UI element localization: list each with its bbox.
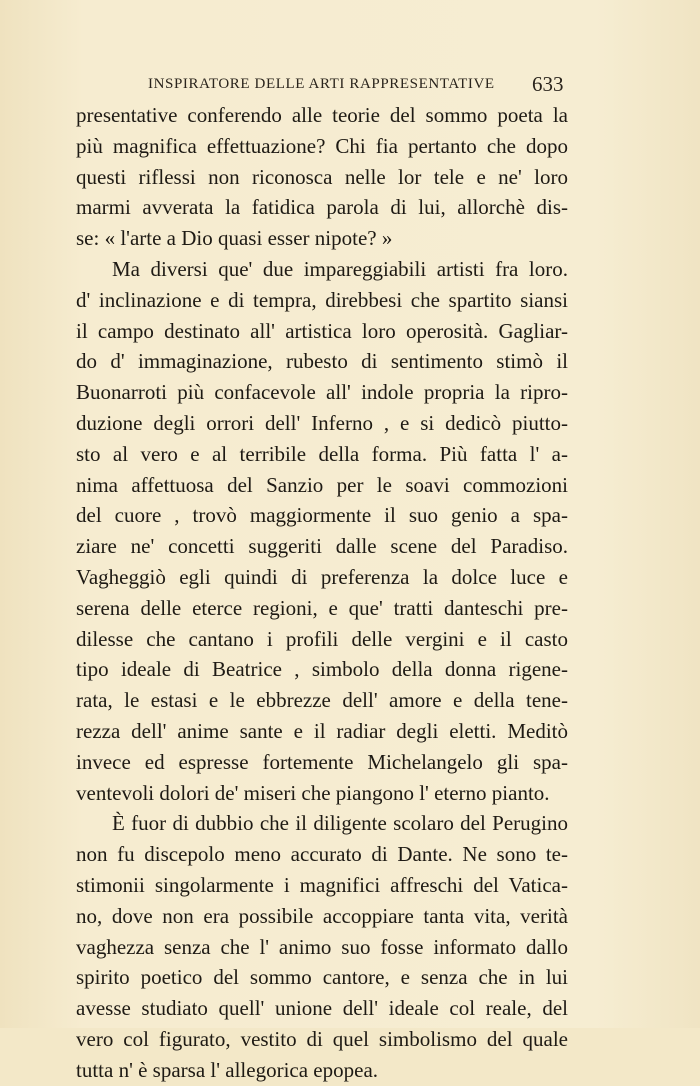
text-line: tutta n' è sparsa l' allegorica epopea. <box>76 1057 379 1082</box>
running-header: INSPIRATORE DELLE ARTI RAPPRESENTATIVE <box>148 76 495 92</box>
text-line: nima affettuosa del Sanzio per le soavi commozioni <box>76 472 568 497</box>
text-line: avesse studiato quell' unione dell' ideale col reale, del <box>76 996 568 1021</box>
text-line: Buonarroti più confacevole all' indole propria la ripro- <box>76 380 568 405</box>
text-line: spirito poetico del sommo cantore, e senza che in lui <box>76 965 568 990</box>
text-line: sto al vero e al terribile della forma. Più fatta l' a- <box>76 441 568 466</box>
body-text <box>76 100 568 1086</box>
text-line: il campo destinato all' artistica loro operosità. Gagliar- <box>76 318 568 343</box>
text-line: Ma diversi que' due impareggiabili artisti fra loro. <box>112 256 568 281</box>
text-line: rezza dell' anime sante e il radiar degli eletti. Meditò <box>76 718 568 743</box>
text-line: se: « l'arte a Dio quasi esser nipote? » <box>76 226 393 251</box>
text-line: non fu discepolo meno accurato di Dante. Ne sono te- <box>76 842 568 867</box>
text-line: marmi avverata la fatidica parola di lui, allorchè dis- <box>76 195 568 220</box>
text-line: È fuor di dubbio che il diligente scolaro del Perugino <box>112 811 568 836</box>
text-line: vaghezza senza che l' animo suo fosse informato dallo <box>76 934 568 959</box>
text-line: questi riflessi non riconosca nelle lor tele e ne' loro <box>76 164 568 189</box>
text-line: no, dove non era possibile accoppiare tanta vita, verità <box>76 903 568 928</box>
text-line: invece ed espresse fortemente Michelangelo gli spa- <box>76 749 568 774</box>
text-line: tipo ideale di Beatrice , simbolo della donna rigene- <box>76 657 568 682</box>
text-line: ventevoli dolori de' miseri che piangono l' eterno pianto. <box>76 780 550 805</box>
text-line: presentative conferendo alle teorie del sommo poeta la <box>76 103 568 127</box>
text-line: serena delle eterce regioni, e que' tratti danteschi pre- <box>76 595 568 620</box>
text-line: del cuore , trovò maggiormente il suo genio a spa- <box>76 503 568 528</box>
text-line: vero col figurato, vestito di quel simbolismo del quale <box>76 1026 568 1051</box>
text-line: Vagheggiò egli quindi di preferenza la dolce luce e <box>76 564 568 589</box>
page-number: 633 <box>532 72 564 96</box>
text-line: dilesse che cantano i profili delle vergini e il casto <box>76 626 568 651</box>
text-line: duzione degli orrori dell' Inferno , e si dedicò piutto- <box>76 410 568 435</box>
text-line: stimonii singolarmente i magnifici affreschi del Vatica- <box>76 872 568 897</box>
text-line: più magnifica effettuazione? Chi fia pertanto che dopo <box>76 133 568 158</box>
text-line: rata, le estasi e le ebbrezze dell' amore e della tene- <box>76 688 568 713</box>
text-line: do d' immaginazione, rubesto di sentimento stimò il <box>76 349 568 374</box>
text-line: d' inclinazione e di tempra, direbbesi che spartito siansi <box>76 287 568 312</box>
text-line: ziare ne' concetti suggeriti dalle scene del Paradiso. <box>76 534 568 559</box>
